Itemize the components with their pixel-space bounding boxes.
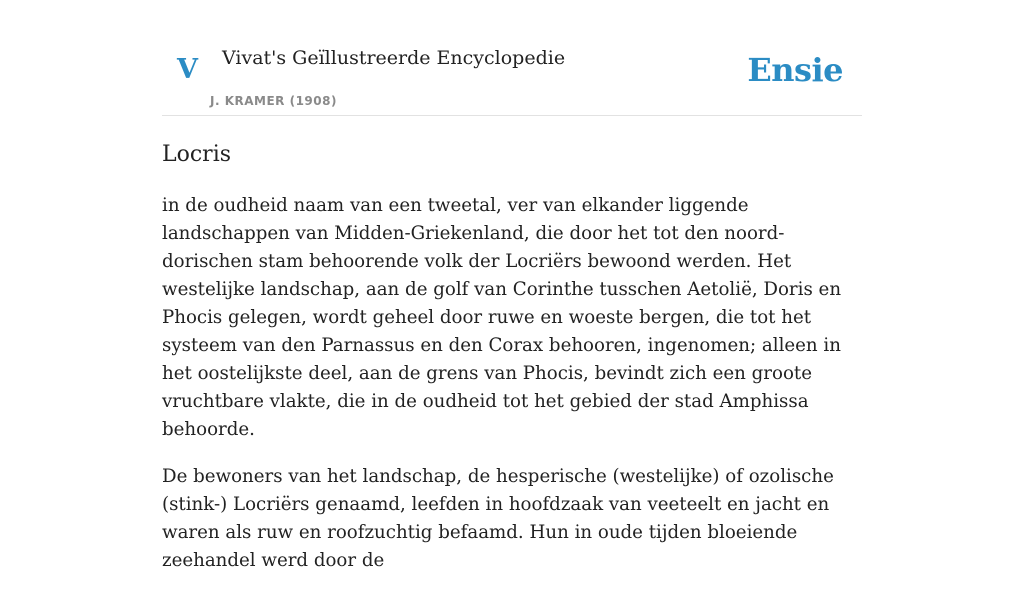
book-author: J. KRAMER (1908) (210, 94, 337, 108)
article (162, 138, 862, 594)
header (162, 0, 862, 116)
book-logo[interactable]: V (177, 54, 198, 85)
entry-title: Locris (162, 142, 232, 167)
paragraph: in de oudheid naam van een tweetal, ver van elkander liggende landschappen van Midden-Griekenland, die door het tot den noord-dorischen stam behoorende volk der Locriërs bewoond werden. Het westelijke landschap, aan de golf van Corinthe tusschen Aetolië, Doris en Phocis gelegen, wordt geheel door ruwe en woeste bergen, die tot het systeem van den Parnassus en den Corax behooren, ingenomen; alleen in het oostelijkste deel, aan de grens van Phocis, bevindt zich een groote vruchtbare vlakte, die in de oudheid tot het gebied der stad Amphissa behoorde. (162, 195, 842, 440)
paragraph: De bewoners van het landschap, de hesperische (westelijke) of ozolische (stink-) Locriërs genaamd, leefden in hoofdzaak van veeteelt en jacht en waren als ruw en roofzuchtig befaamd. Hun in oude tijden bloeiende zeehandel werd door de (162, 466, 834, 571)
book-title[interactable]: Vivat's Geïllustreerde Encyclopedie (222, 47, 566, 69)
site-logo[interactable]: Ensie (747, 51, 843, 89)
